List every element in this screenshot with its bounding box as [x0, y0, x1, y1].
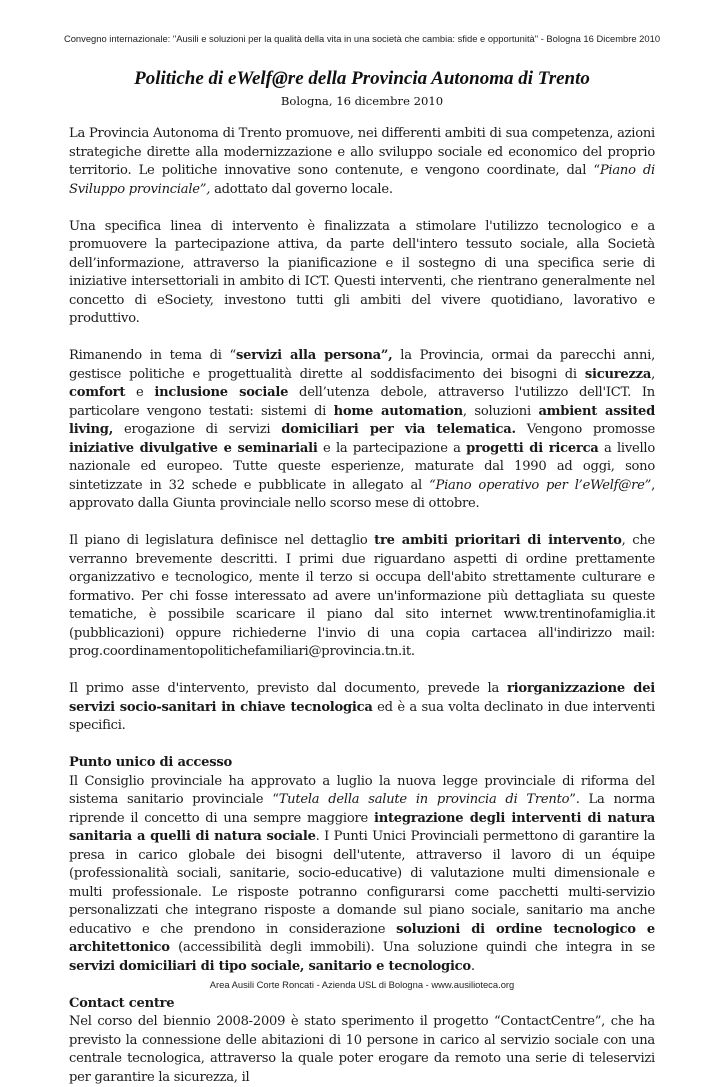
paragraph-punto-unico: Il Consiglio provinciale ha approvato a luglio la nuova legge provinciale di riforma del sistema sanitario provinciale “Tutela della salute in provincia di Trento”. La norma riprende il concetto di una sempre maggiore integrazione degli interventi di natura sanitaria a quelli di natura sociale. I Punti Unici Provinciali permettono di garantire la presa in carico globale dei bisogni dell'utente, attraverso il lavoro di un équipe (professionalità sociali, sanitarie, socio-educative) di valutazione multi dimensionale e multi professionale. Le risposte potranno configurarsi come pacchetti multi-servizio personalizzati che integrano risposte a domande sul piano sociale, sanitario ma anche educativo e che prendono in considerazione soluzioni di ordine tecnologico e architettonico (accessibilità degli immobili). Una soluzione quindi che integra in se servizi domiciliari di tipo sociale, sanitario e tecnologico.: [69, 773, 656, 974]
paragraph-piano-legislatura: Il piano di legislatura definisce nel dettaglio tre ambiti prioritari di intervento, che verranno brevemente descritti. I primi due riguardano aspetti di ordine prettamente organizzativo e tecnologico, mente il terzo si occupa dell'abito strettamente culturare e formativo. Per chi fosse interessato ad avere un'informazione più dettagliata su queste tematiche, è possibile scaricare il piano dal sito internet www.trentinofamiglia.it (pubblicazioni) oppure richiederne l'invio di una copia cartacea all'indirizzo mail: prog.coordinamentopolitichefamiliari@provincia.tn.it.: [69, 533, 656, 659]
page-header: Convegno internazionale: "Ausili e soluzioni per la qualità della vita in una società che cambia: sfide e opportunità" - Bologna 16 Dicembre 2010: [63, 33, 661, 44]
page-footer: Area Ausili Corte Roncati - Azienda USL di Bologna - www.ausilioteca.org: [209, 979, 515, 990]
section-heading-contact-centre: Contact centre: [69, 995, 175, 1011]
document-title: Politiche di eWelf@re della Provincia Autonoma di Trento: [134, 68, 590, 89]
paragraph-primo-asse: Il primo asse d'intervento, previsto dal documento, prevede la riorganizzazione dei servizi socio-sanitari in chiave tecnologica ed è a sua volta declinato in due interventi specifici.: [69, 681, 655, 733]
paragraph-contact-centre: Nel corso del biennio 2008-2009 è stato sperimento il progetto “ContactCentre”, che ha previsto la connessione delle abitazioni di 10 persone in carico al servizio sociale con una centrale tecnologica, attraverso la quale poter erogare da remoto una serie di teleservizi per garantire la sicurezza, il: [69, 1014, 655, 1085]
section-heading-punto-unico: Punto unico di accesso: [69, 755, 232, 770]
document-place-date: Bologna, 16 dicembre 2010: [280, 94, 444, 108]
paragraph-servizi-persona: Rimanendo in tema di “servizi alla persona”, la Provincia, ormai da parecchi anni, gestisce politiche e progettualità dirette al soddisfacimento dei bisogni di sicurezza, comfort e inclusione sociale dell’utenza debole, attraverso l'utilizzo dell'ICT. In particolare vengono testati: sistemi di home automation, soluzioni ambient assited living, erogazione di servizi domiciliari per via telematica. Vengono promosse iniziative divulgative e seminariali e la partecipazione a progetti di ricerca a livello nazionale ed europeo. Tutte queste esperienze, maturate dal 1990 ad oggi, sono sintetizzate in 32 schede e pubblicate in allegato al “Piano operativo per l’eWelf@re”, approvato dalla Giunta provinciale nello scorso mese di ottobre.: [69, 348, 655, 511]
document-body: [69, 125, 655, 1087]
paragraph-intro: La Provincia Autonoma di Trento promuove, nei differenti ambiti di sua competenza, azioni strategiche dirette alla modernizzazione e allo sviluppo sociale ed economico del proprio territorio. Le politiche innovative sono contenute, e vengono coordinate, dal “Piano di Sviluppo provinciale”, adottato dal governo locale.: [69, 126, 655, 197]
paragraph-ict: Una specifica linea di intervento è finalizzata a stimolare l'utilizzo tecnologico e a promuovere la partecipazione attiva, da parte dell'intero tessuto sociale, alla Società dell’informazione, attraverso la pianificazione e il sostegno di una specifica serie di iniziative intersettoriali in ambito di ICT. Questi interventi, che rientrano generalmente nel concetto di eSociety, investono tutti gli ambiti del vivere quotidiano, lavorativo e produttivo.: [69, 218, 655, 326]
